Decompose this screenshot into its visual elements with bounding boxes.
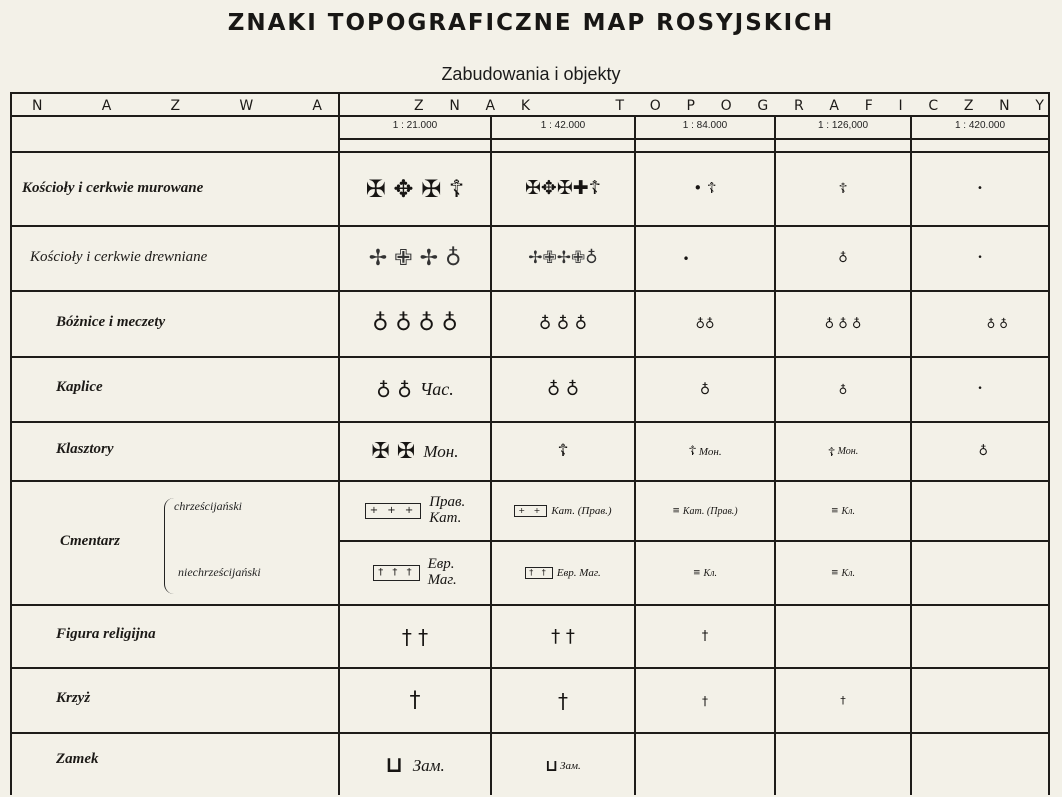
cemetery-label: Кат.: [429, 510, 462, 526]
cemetery-label: Евр. Маг.: [556, 567, 601, 579]
symbol-cell: [340, 669, 490, 732]
cemetery-nonchristian-icon: † †: [525, 567, 553, 579]
monastery-abbrev: Мон.: [698, 445, 722, 458]
symbol-cell: [340, 606, 490, 667]
church-stone-icon: ☦: [838, 180, 848, 197]
symbol-cell: [776, 227, 910, 290]
symbol-cell: [492, 423, 634, 480]
symbol-cell: [492, 227, 634, 290]
church-stone-icon: • ☦: [693, 179, 717, 197]
dot-icon: •: [977, 253, 983, 263]
synagogue-mosque-icon: ♁ ♁: [986, 317, 1008, 331]
symbol-cell: [340, 292, 490, 356]
symbol-cell: [636, 542, 774, 604]
row-name: Kościoły i cerkwie murowane: [22, 180, 204, 196]
symbol-cell: [912, 227, 1048, 290]
religious-figure-icon: †: [701, 629, 709, 644]
symbol-cell: [636, 423, 774, 480]
symbol-cell: [492, 152, 634, 225]
symbol-cell: [340, 482, 490, 540]
symbol-cell: [340, 423, 490, 480]
cemetery-christian-icon: + + +: [365, 503, 422, 519]
row-name: Cmentarz: [60, 533, 121, 549]
chapel-icon: ♁: [699, 381, 711, 398]
cemetery-christian-icon: ≡: [672, 505, 680, 516]
cemetery-label: Кл.: [841, 505, 856, 517]
cemetery-label: Кл.: [841, 567, 856, 579]
cemetery-nonchristian-icon: ≡: [692, 567, 701, 578]
header-symbol: Z N A K T O P O G R A F I C Z N Y: [414, 97, 1044, 114]
symbols-table: [10, 92, 1050, 795]
monastery-icon: ✠ ✠: [371, 438, 416, 464]
symbol-cell: [912, 152, 1048, 225]
symbol-cell: [912, 423, 1048, 480]
castle-icon: ⊔: [385, 752, 403, 778]
cemetery-christian-label: chrześcijański: [174, 499, 242, 513]
symbol-cell: [492, 482, 634, 540]
row-name: Klasztory: [56, 441, 114, 457]
cross-icon: †: [702, 693, 708, 708]
chapel-abbrev: Час.: [419, 379, 454, 399]
symbol-cell: [492, 358, 634, 421]
symbol-cell: [340, 152, 490, 225]
table-scale-divider: [338, 138, 1048, 140]
monastery-icon: ♁: [978, 444, 988, 459]
cemetery-nonchristian-label: niechrześcijański: [178, 565, 261, 579]
symbol-cell: [636, 152, 774, 225]
cross-icon: †: [840, 694, 846, 707]
page-subtitle: Zabudowania i objekty: [441, 64, 621, 84]
chapel-icon: ♁ ♁: [546, 378, 580, 400]
church-wooden-icon: ✢ ✙ ✢ ♁: [368, 245, 462, 271]
row-name: Bóżnice i meczety: [56, 314, 166, 330]
synagogue-mosque-icon: ♁ ♁ ♁: [538, 313, 588, 334]
row-name: Krzyż: [56, 690, 91, 706]
page-title: ZNAKI TOPOGRAFICZNE MAP ROSYJSKICH: [227, 10, 835, 36]
religious-figure-icon: † †: [551, 625, 575, 647]
castle-abbrev: Зам.: [412, 755, 445, 775]
symbol-cell: [776, 358, 910, 421]
symbol-cell: [636, 292, 774, 356]
cemetery-christian-icon: ≡: [830, 505, 839, 516]
scale-420000: 1 : 420.000: [954, 120, 1006, 131]
cemetery-label: Кат. (Прав.): [551, 505, 612, 517]
table-header-divider: [12, 115, 1048, 117]
symbol-cell: [492, 669, 634, 732]
symbol-cell: [492, 606, 634, 667]
symbol-cell: [912, 292, 1048, 356]
symbol-cell: [636, 358, 774, 421]
synagogue-mosque-icon: ♁ ♁ ♁: [824, 316, 862, 332]
church-wooden-icon: ♁: [838, 251, 848, 266]
symbol-cell: [776, 292, 910, 356]
symbol-cell: [776, 152, 910, 225]
monastery-abbrev: Мон.: [423, 441, 459, 461]
symbol-cell: [340, 734, 490, 797]
chapel-icon: ♁: [838, 382, 848, 397]
synagogue-mosque-icon: ♁♁: [695, 316, 715, 332]
symbol-cell: [492, 734, 634, 797]
dot-icon: •: [977, 182, 983, 194]
symbol-cell: [776, 423, 910, 480]
cemetery-label: Кат. (Прав.): [682, 505, 738, 517]
symbol-cell: [636, 227, 736, 290]
scale-21000: 1 : 21.000: [392, 120, 438, 131]
symbol-cell: [776, 542, 910, 604]
scale-126000: 1 : 126,000: [817, 120, 869, 131]
symbol-cell: [912, 358, 1048, 421]
row-name: Kościoły i cerkwie drewniane: [30, 249, 208, 265]
symbol-cell: [340, 227, 490, 290]
header-name: N A Z W A: [32, 97, 322, 114]
church-stone-icon: ✠✥✠✚☦: [524, 177, 602, 199]
symbol-cell: [636, 669, 774, 732]
church-wooden-icon: ✢✙✢✙♁: [528, 248, 598, 268]
cemetery-nonchristian-icon: † † †: [373, 565, 419, 581]
dot-icon: •: [682, 251, 690, 266]
monastery-icon: ☦: [557, 441, 569, 461]
church-stone-icon: ✠ ✥ ✠ ☦: [365, 174, 465, 203]
monastery-icon: ☦: [688, 444, 697, 459]
cemetery-label: Евр.: [427, 556, 455, 573]
cemetery-label: Маг.: [427, 572, 457, 588]
symbol-cell: [636, 482, 774, 540]
row-name: Figura religijna: [56, 626, 156, 642]
symbol-cell: [340, 542, 490, 604]
symbol-cell: [492, 292, 634, 356]
monastery-icon: ☦: [827, 444, 836, 459]
synagogue-mosque-icon: ♁ ♁ ♁ ♁: [372, 311, 458, 336]
cemetery-label: Прав.: [429, 494, 466, 511]
dot-icon: •: [977, 384, 983, 394]
cemetery-christian-icon: + +: [514, 505, 547, 517]
symbol-cell: [492, 542, 634, 604]
castle-abbrev: Зам.: [560, 759, 581, 772]
scale-84000: 1 : 84.000: [682, 120, 728, 131]
cemetery-nonchristian-icon: ≡: [830, 567, 839, 578]
castle-icon: ⊔: [545, 755, 558, 775]
row-name: Kaplice: [56, 379, 103, 395]
symbol-cell: [340, 358, 490, 421]
row-name: Zamek: [56, 751, 99, 767]
cross-icon: †: [558, 688, 568, 713]
cross-icon: †: [409, 687, 421, 713]
religious-figure-icon: † †: [401, 624, 429, 649]
symbol-cell: [776, 669, 910, 732]
scale-42000: 1 : 42.000: [540, 120, 586, 131]
chapel-icon: ♁ ♁: [376, 377, 412, 402]
monastery-abbrev: Мон.: [837, 446, 859, 457]
symbol-cell: [776, 482, 910, 540]
cemetery-label: Кл.: [703, 567, 718, 579]
symbol-cell: [636, 606, 774, 667]
